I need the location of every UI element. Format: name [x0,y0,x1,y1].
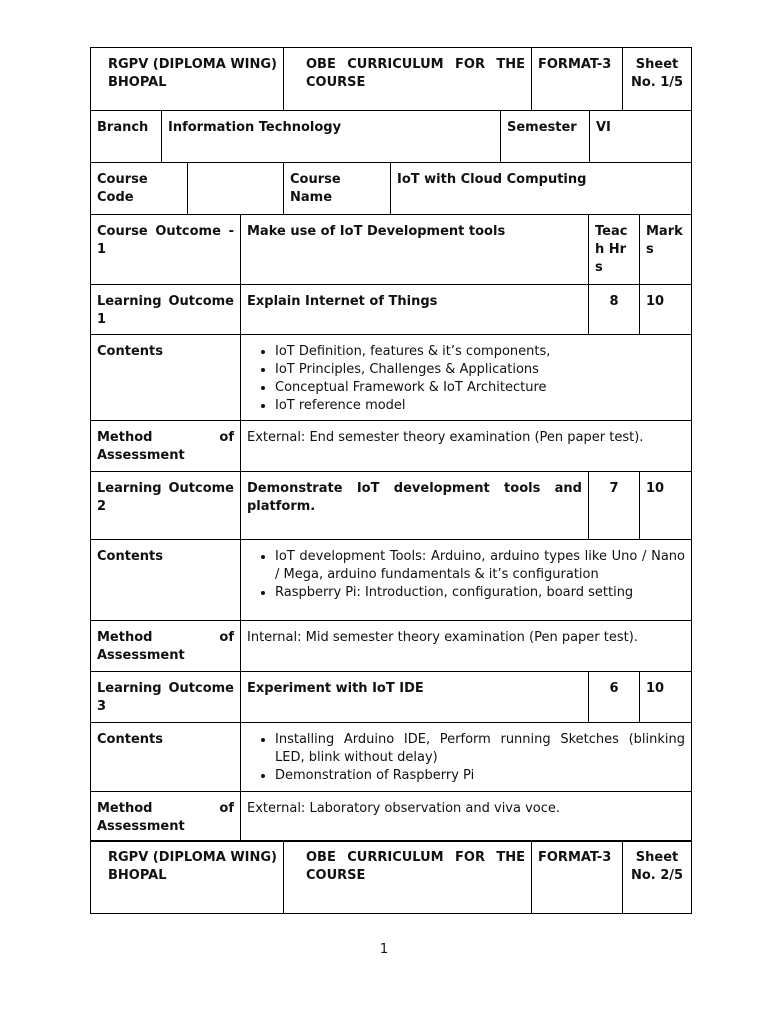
sheet-number: Sheet No. 1/5 [623,48,692,111]
contents-list [247,343,685,415]
learning-outcome-label: Learning Outcome 2 [91,472,241,540]
contents-item: • Installing Arduino IDE, Perform running Sketches (blinking LED, blink without delay) [275,731,685,767]
course-table [90,162,692,215]
assessment-row [91,621,692,672]
teach-hrs-header: Teach Hrs [589,215,640,285]
learning-outcome-text: Demonstrate IoT development tools and platform. [241,472,589,540]
institute-name: RGPV (DIPLOMA WING) BHOPAL [91,48,284,111]
top-header-block [90,47,691,111]
top-header-table [90,47,692,111]
assessment-label: Method of Assessment [91,621,241,672]
assessment-text: External: Laboratory observation and viva voce. [241,792,692,842]
contents-cell [241,540,692,621]
teach-hrs-value: 7 [589,472,640,540]
course-outcome-text: Make use of IoT Development tools [241,215,589,285]
assessment-label: Method of Assessment [91,792,241,842]
learning-outcome-text: Experiment with IoT IDE [241,672,589,723]
contents-row [91,723,692,792]
curriculum-title: OBE CURRICULUM FOR THE COURSE [284,841,532,914]
branch-block [90,110,691,163]
outcomes-table [90,214,692,842]
learning-outcome-text: Explain Internet of Things [241,285,589,335]
marks-value: 10 [640,472,692,540]
branch-table [90,110,692,163]
teach-hrs-value: 6 [589,672,640,723]
contents-row [91,335,692,421]
contents-list [247,548,685,602]
assessment-label: Method of Assessment [91,421,241,472]
contents-item: • IoT Definition, features & it’s components, [275,343,685,361]
page-number: 1 [379,942,389,957]
contents-item: • Conceptual Framework & IoT Architecture [275,379,685,397]
assessment-row [91,421,692,472]
assessment-row [91,792,692,842]
semester-value: VI [590,111,692,163]
outcomes-block [90,214,691,842]
contents-row [91,540,692,621]
curriculum-title: OBE CURRICULUM FOR THE COURSE [284,48,532,111]
format-label: FORMAT-3 [532,48,623,111]
bottom-header-block [90,840,691,914]
marks-header: Marks [640,215,692,285]
teach-hrs-value: 8 [589,285,640,335]
contents-label: Contents [91,540,241,621]
course-name-label: Course Name [284,163,391,215]
semester-label: Semester [501,111,590,163]
marks-value: 10 [640,285,692,335]
course-code-value [188,163,284,215]
learning-outcome-label: Learning Outcome 3 [91,672,241,723]
assessment-text: External: End semester theory examination (Pen paper test). [241,421,692,472]
contents-cell [241,335,692,421]
contents-label: Contents [91,723,241,792]
contents-item: • Demonstration of Raspberry Pi [275,767,685,785]
learning-outcome-row [91,472,692,540]
course-outcome-label: Course Outcome - 1 [91,215,241,285]
bottom-header-table [90,840,692,914]
contents-item: • IoT Principles, Challenges & Applications [275,361,685,379]
course-block [90,162,691,215]
format-label: FORMAT-3 [532,841,623,914]
branch-label: Branch [91,111,162,163]
learning-outcome-row [91,672,692,723]
learning-outcome-row [91,285,692,335]
contents-item: • IoT reference model [275,397,685,415]
course-code-label: Course Code [91,163,188,215]
learning-outcome-label: Learning Outcome 1 [91,285,241,335]
course-name-value: IoT with Cloud Computing [391,163,692,215]
contents-item: • IoT development Tools: Arduino, arduino types like Uno / Nano / Mega, arduino fundamentals & it’s configuration [275,548,685,584]
course-outcome-row [91,215,692,285]
contents-label: Contents [91,335,241,421]
contents-cell [241,723,692,792]
sheet-number: Sheet No. 2/5 [623,841,692,914]
contents-list [247,731,685,785]
contents-item: • Raspberry Pi: Introduction, configuration, board setting [275,584,685,602]
institute-name: RGPV (DIPLOMA WING) BHOPAL [91,841,284,914]
marks-value: 10 [640,672,692,723]
assessment-text: Internal: Mid semester theory examination (Pen paper test). [241,621,692,672]
branch-value: Information Technology [162,111,501,163]
